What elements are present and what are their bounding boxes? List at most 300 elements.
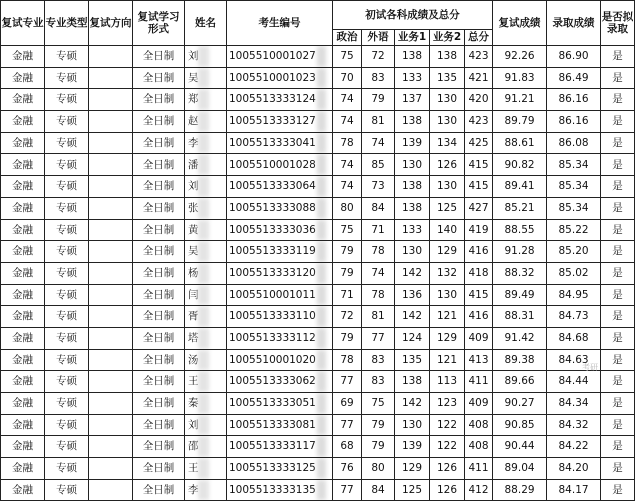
retest-score-text: 90.27 [504, 397, 535, 410]
foreign-lang-cell [362, 176, 395, 198]
subject1-text: 125 [401, 483, 423, 496]
mode-cell [133, 414, 185, 436]
foreign-lang-text: 75 [371, 397, 385, 410]
total-text: 425 [468, 136, 489, 149]
politics-text: 75 [340, 223, 354, 236]
admission-score-cell [547, 89, 601, 111]
type-text: 专硕 [56, 418, 77, 431]
total-cell [465, 479, 493, 501]
direction-cell [89, 197, 133, 219]
exam-id-cell [227, 46, 333, 68]
redaction-blur [198, 220, 209, 241]
admitted-text: 是 [612, 462, 623, 475]
subject1-text: 138 [401, 115, 423, 128]
direction-cell [89, 89, 133, 111]
major-text: 金融 [12, 93, 33, 106]
table-body [1, 46, 635, 501]
redaction-blur [198, 133, 209, 154]
name-cell [185, 132, 227, 154]
total-cell [465, 262, 493, 284]
header-study-mode: 复试学习形式 [133, 1, 185, 46]
total-cell [465, 306, 493, 328]
subject2-cell [430, 89, 465, 111]
redaction-blur [317, 393, 326, 414]
admission-score-text: 86.90 [558, 50, 589, 63]
redaction-blur [317, 350, 326, 371]
direction-cell [89, 306, 133, 328]
table-row [1, 197, 635, 219]
subject1-text: 138 [401, 201, 423, 214]
retest-score-cell [493, 111, 547, 133]
table-row [1, 371, 635, 393]
type-cell [45, 458, 89, 480]
subject1-text: 138 [401, 375, 423, 388]
redaction-blur [317, 241, 326, 262]
major-cell [1, 67, 45, 89]
total-cell [465, 436, 493, 458]
exam-id-cell [227, 176, 333, 198]
major-cell [1, 327, 45, 349]
table-row [1, 458, 635, 480]
subject2-text: 126 [436, 462, 458, 475]
name-cell [185, 197, 227, 219]
admission-score-text: 86.49 [558, 71, 589, 84]
name-text: 张 [188, 201, 199, 214]
retest-score-cell [493, 371, 547, 393]
retest-score-text: 89.41 [504, 180, 535, 193]
retest-score-cell [493, 284, 547, 306]
table-row [1, 89, 635, 111]
politics-cell [333, 349, 362, 371]
name-text: 刘 [188, 180, 199, 193]
admission-score-cell [547, 67, 601, 89]
exam-id-text: 1005510001023 [229, 71, 316, 84]
name-cell [185, 89, 227, 111]
name-text: 王 [188, 462, 199, 475]
subject1-text: 142 [401, 397, 423, 410]
subject2-text: 121 [436, 353, 458, 366]
name-text: 塔 [188, 332, 199, 345]
exam-id-cell [227, 262, 333, 284]
redaction-blur [317, 198, 326, 219]
header-initial-scores: 初试各科成绩及总分 [333, 1, 493, 30]
foreign-lang-cell [362, 154, 395, 176]
subject1-text: 142 [401, 266, 423, 279]
politics-cell [333, 46, 362, 68]
politics-text: 74 [340, 115, 354, 128]
type-cell [45, 89, 89, 111]
major-text: 金融 [12, 483, 33, 496]
type-text: 专硕 [56, 93, 77, 106]
admission-score-text: 85.34 [558, 180, 589, 193]
mode-text: 全日制 [142, 332, 175, 345]
major-cell [1, 46, 45, 68]
total-text: 423 [468, 115, 489, 128]
retest-score-text: 91.21 [504, 93, 535, 106]
retest-score-cell [493, 176, 547, 198]
mode-text: 全日制 [142, 375, 175, 388]
exam-id-text: 1005513333081 [229, 418, 316, 431]
retest-score-text: 88.29 [504, 483, 535, 496]
major-text: 金融 [12, 440, 33, 453]
foreign-lang-cell [362, 327, 395, 349]
foreign-lang-text: 72 [371, 50, 385, 63]
type-text: 专硕 [56, 397, 77, 410]
exam-id-cell [227, 393, 333, 415]
foreign-lang-text: 71 [371, 223, 385, 236]
subject2-text: 135 [436, 71, 458, 84]
admitted-cell [601, 111, 635, 133]
foreign-lang-cell [362, 89, 395, 111]
subject1-text: 139 [401, 440, 423, 453]
type-text: 专硕 [56, 288, 77, 301]
admitted-text: 是 [612, 50, 623, 63]
total-cell [465, 89, 493, 111]
type-cell [45, 46, 89, 68]
type-cell [45, 436, 89, 458]
subject2-text: 126 [436, 483, 458, 496]
total-text: 408 [468, 418, 489, 431]
direction-cell [89, 219, 133, 241]
exam-id-cell [227, 89, 333, 111]
retest-score-cell [493, 436, 547, 458]
type-cell [45, 197, 89, 219]
admitted-text: 是 [612, 115, 623, 128]
subject2-text: 130 [436, 115, 458, 128]
total-text: 415 [468, 288, 489, 301]
foreign-lang-text: 79 [371, 418, 385, 431]
foreign-lang-cell [362, 219, 395, 241]
redaction-blur [317, 415, 326, 436]
subject1-cell [395, 67, 430, 89]
redaction-blur [317, 371, 326, 392]
subject1-text: 130 [401, 158, 423, 171]
major-text: 金融 [12, 115, 33, 128]
exam-id-text: 1005513333110 [229, 310, 316, 323]
name-text: 秦 [188, 397, 199, 410]
name-cell [185, 349, 227, 371]
politics-cell [333, 479, 362, 501]
major-text: 金融 [12, 50, 33, 63]
admitted-cell [601, 154, 635, 176]
major-text: 金融 [12, 245, 33, 258]
mode-text: 全日制 [142, 158, 175, 171]
retest-score-cell [493, 197, 547, 219]
major-cell [1, 436, 45, 458]
mode-cell [133, 132, 185, 154]
header-total: 总分 [465, 30, 493, 46]
foreign-lang-cell [362, 349, 395, 371]
type-cell [45, 132, 89, 154]
exam-id-cell [227, 327, 333, 349]
foreign-lang-cell [362, 436, 395, 458]
exam-id-text: 1005513333064 [229, 180, 316, 193]
exam-id-text: 1005510001011 [229, 288, 316, 301]
total-text: 415 [468, 158, 489, 171]
retest-score-cell [493, 241, 547, 263]
politics-text: 71 [340, 288, 354, 301]
admitted-text: 是 [612, 223, 623, 236]
major-text: 金融 [12, 158, 33, 171]
subject1-cell [395, 197, 430, 219]
admitted-cell [601, 89, 635, 111]
admission-score-text: 85.34 [558, 201, 589, 214]
name-cell [185, 67, 227, 89]
redaction-blur [198, 111, 209, 132]
name-text: 赵 [188, 115, 199, 128]
type-text: 专硕 [56, 462, 77, 475]
type-cell [45, 349, 89, 371]
subject2-cell [430, 306, 465, 328]
subject1-cell [395, 414, 430, 436]
subject1-text: 138 [401, 50, 423, 63]
redaction-blur [198, 393, 209, 414]
direction-cell [89, 132, 133, 154]
type-cell [45, 176, 89, 198]
major-cell [1, 197, 45, 219]
subject1-cell [395, 393, 430, 415]
redaction-blur [317, 176, 326, 197]
total-cell [465, 349, 493, 371]
foreign-lang-cell [362, 46, 395, 68]
subject1-text: 133 [401, 223, 423, 236]
major-text: 金融 [12, 223, 33, 236]
header-subject1: 业务1 [395, 30, 430, 46]
admission-score-text: 84.34 [558, 397, 589, 410]
total-text: 413 [468, 353, 489, 366]
total-text: 418 [468, 266, 489, 279]
redaction-blur [317, 306, 326, 327]
subject2-cell [430, 241, 465, 263]
foreign-lang-text: 78 [371, 245, 385, 258]
subject1-text: 129 [401, 462, 423, 475]
admission-score-text: 84.68 [558, 332, 589, 345]
major-cell [1, 111, 45, 133]
direction-cell [89, 479, 133, 501]
politics-text: 74 [340, 180, 354, 193]
mode-text: 全日制 [142, 353, 175, 366]
subject1-cell [395, 89, 430, 111]
total-text: 415 [468, 180, 489, 193]
total-text: 419 [468, 223, 489, 236]
redaction-blur [317, 154, 326, 175]
mode-text: 全日制 [142, 483, 175, 496]
major-cell [1, 458, 45, 480]
admission-score-text: 84.95 [558, 288, 589, 301]
total-cell [465, 458, 493, 480]
foreign-lang-text: 74 [371, 266, 385, 279]
redaction-blur [198, 458, 209, 479]
exam-id-text: 1005513333119 [229, 245, 316, 258]
redaction-blur [198, 154, 209, 175]
subject1-cell [395, 219, 430, 241]
mode-cell [133, 306, 185, 328]
retest-score-cell [493, 479, 547, 501]
exam-id-cell [227, 349, 333, 371]
direction-cell [89, 154, 133, 176]
subject1-cell [395, 371, 430, 393]
mode-text: 全日制 [142, 440, 175, 453]
direction-cell [89, 393, 133, 415]
admission-score-text: 84.32 [558, 418, 589, 431]
name-cell [185, 284, 227, 306]
exam-id-text: 1005513333124 [229, 93, 316, 106]
major-text: 金融 [12, 375, 33, 388]
foreign-lang-cell [362, 67, 395, 89]
direction-cell [89, 241, 133, 263]
exam-id-cell [227, 111, 333, 133]
table-row [1, 176, 635, 198]
retest-score-text: 85.21 [504, 201, 535, 214]
admission-score-cell [547, 219, 601, 241]
mode-cell [133, 262, 185, 284]
politics-cell [333, 393, 362, 415]
retest-score-text: 89.38 [504, 353, 535, 366]
retest-score-cell [493, 349, 547, 371]
admission-score-text: 85.20 [558, 245, 589, 258]
major-cell [1, 154, 45, 176]
politics-cell [333, 306, 362, 328]
admission-score-cell [547, 111, 601, 133]
foreign-lang-cell [362, 262, 395, 284]
major-cell [1, 393, 45, 415]
admitted-cell [601, 327, 635, 349]
mode-text: 全日制 [142, 310, 175, 323]
total-cell [465, 241, 493, 263]
politics-cell [333, 89, 362, 111]
name-cell [185, 306, 227, 328]
direction-cell [89, 176, 133, 198]
type-text: 专硕 [56, 440, 77, 453]
politics-text: 79 [340, 245, 354, 258]
retest-score-text: 91.83 [504, 71, 535, 84]
politics-text: 68 [340, 440, 354, 453]
name-text: 潘 [188, 158, 199, 171]
type-text: 专硕 [56, 158, 77, 171]
type-text: 专硕 [56, 115, 77, 128]
politics-cell [333, 241, 362, 263]
name-text: 闫 [188, 288, 199, 301]
subject1-cell [395, 327, 430, 349]
major-cell [1, 89, 45, 111]
major-cell [1, 284, 45, 306]
type-cell [45, 479, 89, 501]
admitted-cell [601, 479, 635, 501]
mode-cell [133, 371, 185, 393]
redaction-blur [198, 415, 209, 436]
major-text: 金融 [12, 266, 33, 279]
type-text: 专硕 [56, 483, 77, 496]
exam-id-cell [227, 414, 333, 436]
mode-cell [133, 479, 185, 501]
table-row [1, 241, 635, 263]
redaction-blur [317, 133, 326, 154]
name-cell [185, 111, 227, 133]
total-cell [465, 197, 493, 219]
subject1-text: 139 [401, 136, 423, 149]
type-cell [45, 414, 89, 436]
subject2-text: 134 [436, 136, 458, 149]
retest-score-cell [493, 89, 547, 111]
type-cell [45, 67, 89, 89]
type-cell [45, 327, 89, 349]
subject2-text: 130 [436, 93, 458, 106]
retest-score-cell [493, 458, 547, 480]
subject2-cell [430, 262, 465, 284]
total-cell [465, 393, 493, 415]
mode-cell [133, 241, 185, 263]
admission-score-cell [547, 436, 601, 458]
mode-cell [133, 349, 185, 371]
major-text: 金融 [12, 310, 33, 323]
total-cell [465, 371, 493, 393]
subject1-cell [395, 349, 430, 371]
major-text: 金融 [12, 397, 33, 410]
mode-cell [133, 284, 185, 306]
major-cell [1, 219, 45, 241]
name-cell [185, 241, 227, 263]
name-text: 王 [188, 375, 199, 388]
admission-score-text: 85.34 [558, 158, 589, 171]
foreign-lang-cell [362, 414, 395, 436]
admitted-cell [601, 458, 635, 480]
admitted-text: 是 [612, 71, 623, 84]
admitted-cell [601, 197, 635, 219]
admission-score-cell [547, 154, 601, 176]
politics-cell [333, 219, 362, 241]
direction-cell [89, 262, 133, 284]
admitted-cell [601, 46, 635, 68]
subject1-cell [395, 111, 430, 133]
admission-score-cell [547, 262, 601, 284]
retest-score-cell [493, 393, 547, 415]
name-text: 李 [188, 483, 199, 496]
table-row [1, 349, 635, 371]
admission-score-text: 84.63 [558, 353, 589, 366]
politics-text: 74 [340, 93, 354, 106]
total-cell [465, 67, 493, 89]
total-cell [465, 111, 493, 133]
direction-cell [89, 46, 133, 68]
direction-cell [89, 327, 133, 349]
admission-score-text: 86.16 [558, 115, 589, 128]
name-cell [185, 479, 227, 501]
exam-id-cell [227, 154, 333, 176]
mode-text: 全日制 [142, 397, 175, 410]
foreign-lang-text: 84 [371, 483, 385, 496]
name-text: 刘 [188, 50, 199, 63]
table-row [1, 479, 635, 501]
name-cell [185, 371, 227, 393]
mode-cell [133, 436, 185, 458]
header-admitted: 是否拟录取 [601, 1, 635, 46]
admitted-text: 是 [612, 332, 623, 345]
admitted-text: 是 [612, 310, 623, 323]
total-text: 427 [468, 201, 489, 214]
admitted-text: 是 [612, 201, 623, 214]
type-cell [45, 371, 89, 393]
retest-score-text: 89.49 [504, 288, 535, 301]
subject1-cell [395, 479, 430, 501]
name-cell [185, 414, 227, 436]
admitted-text: 是 [612, 93, 623, 106]
politics-text: 78 [340, 353, 354, 366]
politics-cell [333, 414, 362, 436]
redaction-blur [317, 480, 326, 501]
total-text: 420 [468, 93, 489, 106]
politics-cell [333, 67, 362, 89]
total-text: 421 [468, 71, 489, 84]
